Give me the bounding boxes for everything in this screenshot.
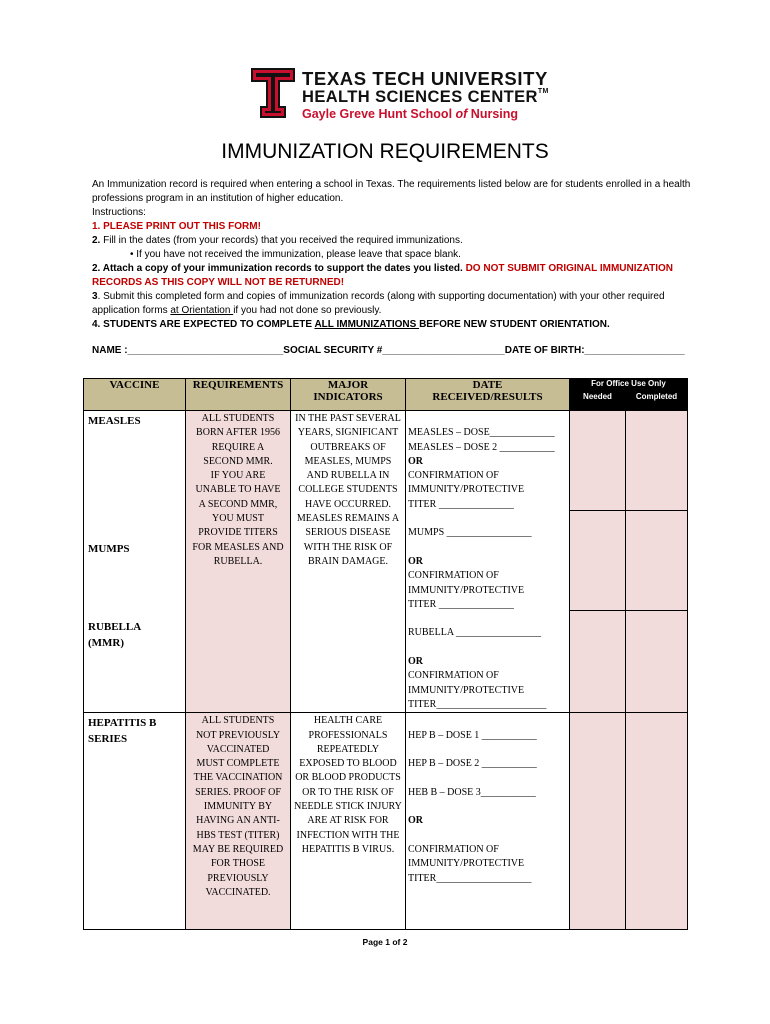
header-requirements: REQUIREMENTS [186, 379, 291, 411]
date-line: IMMUNITY/PROTECTIVE [408, 484, 525, 496]
date-line: CONFIRMATION OF [408, 843, 499, 855]
date-line [408, 743, 569, 757]
date-line [408, 800, 569, 814]
office-needed-cell[interactable] [570, 611, 626, 713]
header-office-use: For Office Use Only [570, 379, 688, 392]
instruction-2: 2. Fill in the dates (from your records) that you received the required immunizations. [92, 235, 463, 246]
date-line: IMMUNITY/PROTECTIVE [408, 858, 525, 870]
office-completed-cell[interactable] [626, 511, 688, 611]
indicator-line: OR BLOOD PRODUCTS [295, 772, 401, 784]
page-title: IMMUNIZATION REQUIREMENTS [221, 140, 549, 163]
student-info-line[interactable]: NAME :____________________________SOCIAL SECURITY #______________________DATE OF BIRTH:__________________ [92, 345, 685, 356]
date-line: TITER______________________ [408, 698, 547, 710]
date-line [408, 512, 569, 526]
indicator-line: PROFESSIONALS [308, 729, 388, 741]
hepb-vaccine-cell [84, 713, 186, 930]
indicator-line: BRAIN DAMAGE. [308, 555, 388, 567]
date-line [408, 829, 569, 843]
date-line: MEASLES – DOSE_____________ [408, 427, 555, 439]
date-line: OR [408, 455, 423, 467]
requirement-line: VACCINATED. [205, 886, 271, 898]
instruction-3: 2. Attach a copy of your immunization records to support the dates you listed. DO NOT SUBMIT ORIGINAL IMMUNIZATION RECORDS AS THIS COPY WILL NOT BE RETURNED! [92, 263, 673, 288]
requirement-line: HBS TEST (TITER) [196, 829, 280, 841]
requirement-line: FOR MEASLES AND [192, 541, 284, 553]
requirement-line: A SECOND MMR, [198, 498, 278, 510]
date-line [408, 641, 569, 655]
indicator-line: INFECTION WITH THE [296, 829, 400, 841]
hepb-date-cell[interactable] [406, 713, 570, 930]
indicator-line: YEARS, SIGNIFICANT [297, 427, 399, 439]
indicator-line: HEPATITIS B VIRUS. [301, 843, 395, 855]
indicator-line: AND RUBELLA IN [306, 470, 390, 482]
date-line: OR [408, 815, 423, 827]
indicator-line: MEASLES REMAINS A [296, 513, 400, 525]
instructions-block [92, 178, 692, 332]
hepb-series-label: SERIES [88, 733, 128, 746]
requirement-line: REQUIRE A [211, 441, 265, 453]
instruction-4: 3. Submit this completed form and copies of immunization records (along with supporting documentation) with your other required application forms at Orientation if you had not done so previously. [92, 291, 665, 316]
page-number: Page 1 of 2 [362, 937, 408, 947]
requirement-line: PREVIOUSLY [207, 872, 269, 884]
mmr-requirements-cell [186, 411, 291, 713]
logo-university-name: TEXAS TECH UNIVERSITY [302, 68, 548, 89]
indicator-line: OUTBREAKS OF [310, 441, 386, 453]
mmr-date-cell[interactable] [406, 411, 570, 713]
logo-hsc-name: HEALTH SCIENCES CENTER™ [302, 88, 549, 106]
date-line: RUBELLA _________________ [408, 627, 542, 639]
requirement-line: UNABLE TO HAVE [195, 484, 281, 496]
requirement-line: BORN AFTER 1956 [196, 427, 280, 439]
requirement-line: NOT PREVIOUSLY [195, 729, 281, 741]
requirement-line: SERIES. PROOF OF [195, 786, 281, 798]
office-completed-cell[interactable] [626, 611, 688, 713]
date-line: OR [408, 656, 423, 668]
requirement-line: THE VACCINATION [193, 772, 283, 784]
date-line: TITER _______________ [408, 498, 514, 510]
double-t-logo-icon [250, 66, 296, 120]
indicator-line: OR TO THE RISK OF [302, 786, 394, 798]
header-date: DATE RECEIVED/RESULTS [406, 379, 570, 411]
indicator-line: MEASLES, MUMPS [304, 455, 392, 467]
requirement-line: IF YOU ARE [210, 470, 266, 482]
hepb-requirements-cell [186, 713, 291, 930]
intro-paragraph: An Immunization record is required when entering a school in Texas. The requirements listed below are for students enrolled in a health professions program in an institution of higher education. [92, 179, 691, 204]
requirement-line: HAVING AN ANTI- [196, 815, 280, 827]
header-vaccine: VACCINE [84, 379, 186, 411]
date-line [408, 714, 569, 728]
date-line: OR [408, 555, 423, 567]
indicator-line: ARE AT RISK FOR [307, 815, 389, 827]
indicator-line: NEEDLE STICK INJURY [294, 801, 402, 813]
requirement-line: ALL STUDENTS [201, 715, 275, 727]
instruction-1: 1. PLEASE PRINT OUT THIS FORM! [92, 221, 261, 232]
indicator-line: HEALTH CARE [313, 715, 383, 727]
mmr-indicators-cell [291, 411, 406, 713]
date-line: MUMPS _________________ [408, 527, 532, 539]
requirement-line: IMMUNITY BY [203, 801, 273, 813]
indicator-line: EXPOSED TO BLOOD [299, 758, 397, 770]
date-line: HEP B – DOSE 1 ___________ [408, 729, 537, 741]
date-line [408, 412, 569, 426]
indicator-line: IN THE PAST SEVERAL [295, 413, 401, 424]
date-line: IMMUNITY/PROTECTIVE [408, 684, 525, 696]
office-completed-cell[interactable] [626, 411, 688, 511]
date-line: IMMUNITY/PROTECTIVE [408, 584, 525, 596]
requirement-line: ALL STUDENTS [201, 413, 275, 424]
instructions-label: Instructions: [92, 207, 146, 218]
logo-school-name: Gayle Greve Hunt School of Nursing [302, 107, 519, 121]
requirement-line: MUST COMPLETE [196, 758, 280, 770]
header-needed: Needed [570, 392, 626, 411]
mmr-vaccine-cell [84, 411, 186, 713]
ttuhsc-logo [248, 64, 549, 122]
requirement-line: VACCINATED [206, 743, 270, 755]
hepb-indicators-cell [291, 713, 406, 930]
rubella-label: RUBELLA [88, 621, 142, 633]
requirement-line: PROVIDE TITERS [198, 527, 278, 539]
date-line [408, 541, 569, 555]
header-completed: Completed [626, 392, 688, 411]
measles-label: MEASLES [88, 415, 141, 427]
requirement-line: RUBELLA. [213, 555, 263, 567]
date-line: TITER _______________ [408, 598, 514, 610]
header-indicators: MAJOR INDICATORS [291, 379, 406, 411]
office-needed-cell[interactable] [570, 411, 626, 511]
mmr-label: (MMR) [88, 637, 125, 649]
date-line: MEASLES – DOSE 2 ___________ [408, 441, 555, 453]
date-line: TITER___________________ [408, 872, 532, 884]
date-line: CONFIRMATION OF [408, 670, 499, 682]
requirement-line: FOR THOSE [211, 858, 265, 870]
date-line: CONFIRMATION OF [408, 470, 499, 482]
indicator-line: HAVE OCCURRED. [305, 498, 391, 510]
requirement-line: MAY BE REQUIRED [192, 843, 284, 855]
indicator-line: SERIOUS DISEASE [305, 527, 391, 539]
requirement-line: YOU MUST [212, 513, 264, 525]
hepb-label: HEPATITIS B [88, 717, 157, 730]
office-needed-cell[interactable] [570, 511, 626, 611]
immunization-table [83, 378, 688, 930]
mumps-label: MUMPS [88, 543, 130, 555]
instruction-2-bullet: • If you have not received the immunization, please leave that space blank. [130, 249, 461, 260]
date-line [408, 771, 569, 785]
indicator-line: COLLEGE STUDENTS [298, 484, 398, 496]
date-line: CONFIRMATION OF [408, 570, 499, 582]
date-line: HEP B – DOSE 2 ___________ [408, 758, 537, 770]
instruction-5: 4. STUDENTS ARE EXPECTED TO COMPLETE ALL IMMUNIZATIONS BEFORE NEW STUDENT ORIENTATION. [92, 319, 610, 330]
indicator-line: WITH THE RISK OF [303, 541, 393, 553]
date-line [408, 612, 569, 626]
requirement-line: SECOND MMR. [203, 455, 273, 467]
indicator-line: REPEATEDLY [316, 743, 380, 755]
office-completed-cell[interactable] [626, 713, 688, 930]
office-needed-cell[interactable] [570, 713, 626, 930]
date-line: HEB B – DOSE 3___________ [408, 786, 536, 798]
